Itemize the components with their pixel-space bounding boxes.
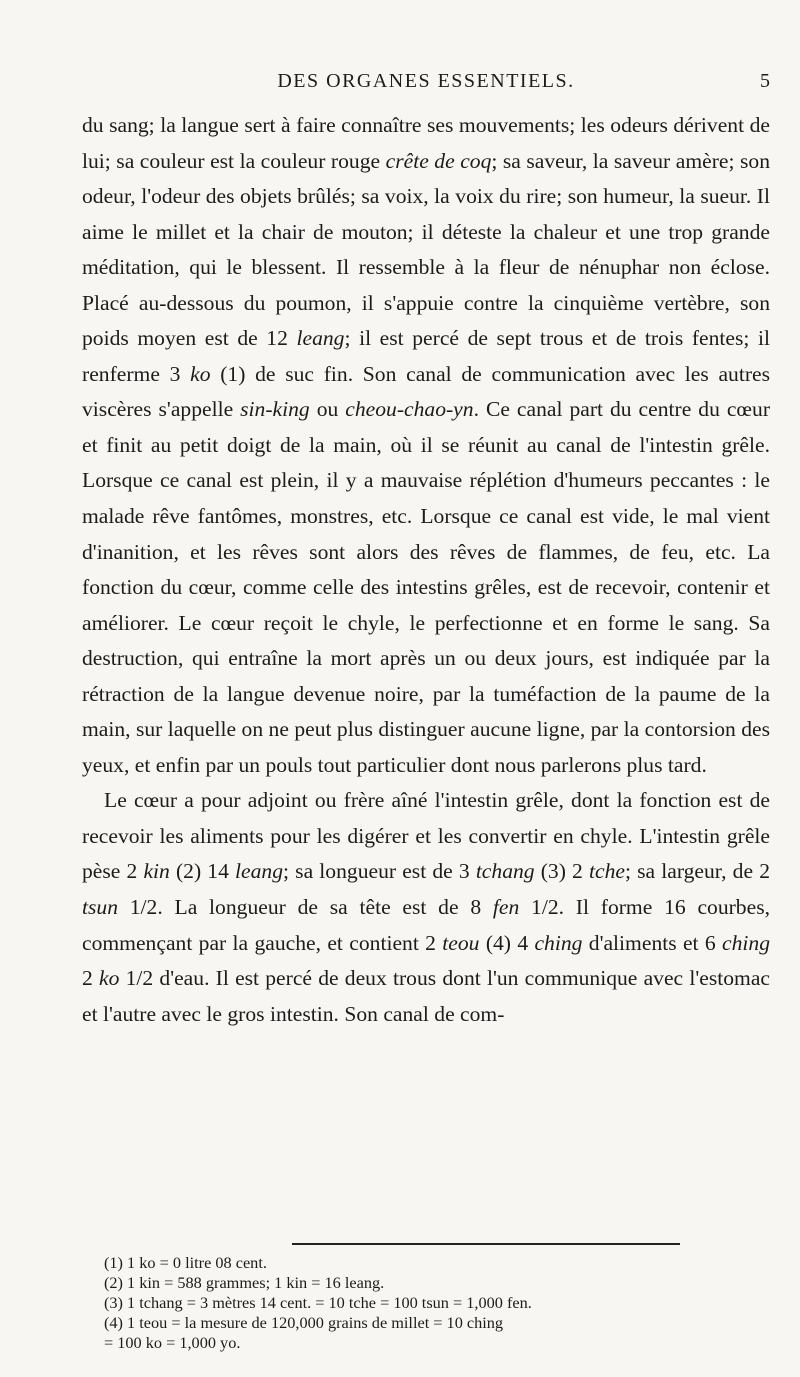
italic-term: kin (143, 859, 170, 884)
footnote-4: (4) 1 teou = la mesure de 120,000 grains de millet = 10 ching (104, 1313, 504, 1332)
text-run: (2) 14 (169, 859, 236, 884)
text-run: 1/2. Il forme 16 courbes, commençant par la gauche, et contient 2 (82, 895, 770, 955)
running-head (82, 70, 770, 98)
body-text (82, 108, 770, 1032)
footnote-1: (1) 1 ko = 0 litre 08 cent. (104, 1253, 267, 1272)
text-run: ; sa saveur, la saveur amère; son odeur, l'odeur des objets brûlés; sa voix, la voix du rire; son humeur, la sueur. Il aime le millet et la chair de mouton; il déteste la chaleur et une trop grande méditation, qui le blessent. Il ressemble à la fleur de nénuphar non éclose. Placé au-dessous du poumon, il s'appuie contre la cinquième vertèbre, son poids moyen est de 12 (82, 148, 771, 351)
text-run: d'aliments et 6 (582, 930, 723, 955)
italic-term: fen (492, 895, 520, 920)
footnote-4-continued: = 100 ko = 1,000 yo. (104, 1333, 241, 1352)
text-run: (1) de suc fin. Son canal de communication avec les autres viscères s'appelle (82, 361, 771, 422)
italic-term: ching (534, 930, 583, 955)
italic-term: sin-king (240, 397, 310, 422)
footnote-separator (292, 1243, 680, 1245)
italic-term: leang (296, 326, 345, 351)
italic-term: crête de coq (385, 148, 492, 173)
footnotes (104, 1253, 770, 1353)
page-number: 5 (760, 70, 770, 92)
footnote-2: (2) 1 kin = 588 grammes; 1 kin = 16 leang. (104, 1273, 385, 1292)
italic-term: tchang (475, 859, 535, 884)
italic-term: ching (722, 930, 771, 955)
running-title: DES ORGANES ESSENTIELS. (277, 70, 575, 92)
footnote-3: (3) 1 tchang = 3 mètres 14 cent. = 10 tche = 100 tsun = 1,000 fen. (104, 1293, 532, 1312)
italic-term: teou (442, 930, 480, 955)
italic-term: tsun (82, 895, 118, 920)
text-run: ou (309, 397, 346, 422)
text-run: 1/2. La longueur de sa tête est de 8 (118, 895, 493, 920)
text-run: Le cœur a pour adjoint ou frère aîné l'intestin grêle, dont la fonction est de recevoir les aliments pour les digérer et les convertir en chyle. L'intestin grêle pèse 2 (82, 788, 770, 884)
body-paragraph (82, 108, 770, 783)
italic-term: ko (190, 361, 211, 386)
text-run: ; il est percé de sept trous et de trois fentes; il renferme 3 (82, 326, 770, 386)
text-run: (4) 4 (479, 930, 535, 955)
text-run: du sang; la langue sert à faire connaître ses mouvements; les odeurs dérivent de lui; sa couleur est la couleur rouge (82, 113, 770, 173)
italic-term: cheou-chao-yn (345, 397, 474, 422)
italic-term: tche (589, 859, 625, 884)
text-run: (3) 2 (534, 859, 589, 884)
text-run: . Ce canal part du centre du cœur et finit au petit doigt de la main, où il se réunit au canal de l'intestin grêle. Lorsque ce canal est plein, il y a mauvaise réplétion d'humeurs peccantes : le malade rêve fantômes, monstres, etc. Lorsque ce canal est vide, le mal vient d'inanition, et les rêves sont alors des rêves de flammes, de feu, etc. La fonction du cœur, comme celle des intestins grêles, est de recevoir, contenir et améliorer. Le cœur reçoit le chyle, le perfectionne et en forme le sang. Sa destruction, qui entraîne la mort après un ou deux jours, est indiquée par la rétraction de la langue devenue noire, par la tuméfaction de la paume de la main, sur laquelle on ne peut plus distinguer aucune ligne, par la contorsion des yeux, et enfin par un pouls tout particulier dont nous parlerons plus tard. (82, 397, 771, 777)
text-run: ; sa largeur, de 2 (624, 859, 770, 884)
text-run: 2 (82, 966, 100, 991)
text-run: 1/2 d'eau. Il est percé de deux trous dont l'un communique avec l'estomac et l'autre avec le gros intestin. Son canal de com- (82, 966, 770, 1026)
italic-term: leang (235, 859, 284, 884)
italic-term: ko (99, 966, 120, 991)
body-paragraph (82, 783, 770, 1032)
text-run: ; sa longueur est de 3 (283, 859, 476, 884)
